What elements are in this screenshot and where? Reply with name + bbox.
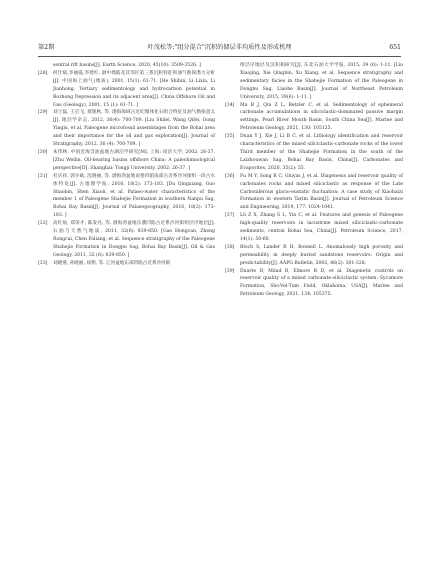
reference-entry xyxy=(225,268,403,300)
reference-number: [39] xyxy=(225,268,235,274)
reference-text: Duarte D, Milad B, Elmore R D, et al. Diagenetic controls on reservoir quality of a mixed carbonate-siliciclastic system: Sycamore Formation, Sho-Vel-Tum Field, Oklahoma, USA[J]. Marine and Petroleum Geology, 2021, 134: 105375. xyxy=(240,268,403,298)
reference-number: [36] xyxy=(225,173,235,179)
reference-number: [32] xyxy=(38,221,48,227)
reference-entry xyxy=(38,62,215,70)
reference-text: 何仕斌,李丽霞,李建红. 渤中坳陷及其邻区第三系沉积特征和油气勘探潜力分析[J]. 中国海上油气(地质), 2001, 15(1): 61-71. [He Shibin, Li Lixia, Li Jianhong. Tertiary sedimentology and hydrocarbon potential in Bozhong Depression and its adjacent area[J]. China Offshore Oil and Gas (Geology), 2001, 15 (1): 61-71. ] xyxy=(53,70,215,108)
reference-number: [29] xyxy=(38,110,48,116)
reference-entry xyxy=(38,260,215,268)
reference-text: Lü Z X, Zhang S L, Yin C, et al. Features and genesis of Paleogene high-quality reservoirs in lacustrine mixed siliciclastic-carbonate sediments, central Bohai Sea, China[J]. Petroleum Science, 2017, 14(1): 50-60. xyxy=(240,213,403,242)
reference-text: 高红灿, 郑荣才, 陈发亮, 等. 渤海湾盆地东濮凹陷古近系沙河街组层序地层[J]. 石油与天然气地质, 2011, 32(6): 839-850. [Gao Hongcan, Zheng Rongcai, Chen Faliang, et al. Sequence stratigraphy of the Paleogene Shahejie Formation in Dongpu Sag, Bohai Bay Basin[J]. Oil & Gas Geology, 2011, 32 (6): 839-850. ] xyxy=(53,221,215,258)
reference-entry xyxy=(38,70,215,110)
reference-entry xyxy=(225,173,403,213)
reference-text: 杜庆祥, 郭少斌, 沈晓丽, 等. 渤海湾盆地南堡凹陷南部古近系沙河街组一段古水体特征[J]. 古地理学报, 2016, 18(2): 173-183. [Du Qingxiang, Guo Shaobin, Shen Xiaoli, et al. Palaeo-water characteristics of the member 1 of Paleogene Shahejie Formation in southern Nanpu Sag, Bohai Bay Basin[J]. Journal of Palaeogeography, 2016, 18(2): 173-183. ] xyxy=(53,173,215,219)
running-header xyxy=(38,42,401,54)
reference-entry xyxy=(225,62,403,102)
reference-entry xyxy=(38,149,215,173)
reference-text: Duan Y J, Xie J, Li B C, et al. Lithology identification and reservoir characteristics of the mixed siliciclastic-carbonate rocks of the lower Third member of the Shahejie Formation in the south of the Laizhouwan Sag, Bohai Bay Basin, China[J]. Carbonates and Evaporites, 2020, 35(2): 55. xyxy=(240,134,403,171)
reference-number: [38] xyxy=(225,244,235,250)
issue-number: 第2期 xyxy=(38,44,55,51)
running-title: 叶茂松等:"组分混合"沉积的储层非均质性及形成机理 xyxy=(147,44,292,51)
reference-text: 刘士磊, 王启飞, 龚银秋, 等. 渤海海域古近纪微体化石组合特征及油气勘探意义[J]. 地层学杂志, 2012, 36(4): 700-709. [Liu Shilei, Wang Qifei, Gong Yingiu, et al. Paleogene microfossil assemblages from the Bohai area and their importance for the oil and gas exploration[J]. Journal of Stratigraphy, 2012, 36 (4): 700-709. ] xyxy=(53,110,215,148)
reference-text: 朱伟林. 中国近海含油盆地古湖泊学研究[M]. 上海: 同济大学, 2002: 26-37. [Zhu Weilin. Oil-bearing basins offshore China: A paleolimnological perspective[D]. Shanghai: Tongji University, 2002: 26-37. ] xyxy=(53,149,215,171)
reference-entry xyxy=(38,109,215,149)
reference-number: [28] xyxy=(38,70,48,76)
reference-entry xyxy=(38,173,215,220)
reference-entry xyxy=(225,212,403,244)
page-number: 651 xyxy=(389,44,401,51)
reference-text: Fu M Y, Song R C, Gluyas J, et al. Diagenesis and reservoir quality of carbonates rocks and mixed siliciclastic as response of the Late Carboniferous glacio-eustatic fluctuation: A case study of Xiaohaizi Formation in western Tarim Basin[J]. Journal of Petroleum Science and Engineering, 2019, 177: 1024-1041. xyxy=(240,173,403,211)
reference-text: Ma B J, Qin Z L, Betzler C, et al. Sedimentology of ephemeral carbonate accumulations in siliciclastic-dominated passive margin settings, Pearl River Mouth Basin, South China Sea[J]. Marine and Petroleum Geology, 2021, 130: 105125. xyxy=(240,102,403,132)
reference-entry xyxy=(225,133,403,173)
reference-entry xyxy=(225,244,403,268)
reference-text: sentral rift basins[J]. Earth Science, 2020, 45(10): 3509-3526. ] xyxy=(53,63,201,68)
reference-text: 刘晓燕, 孙晓丽, 徐翔, 等. 辽河盆地东部凹陷古近系沙河街 xyxy=(53,260,171,266)
reference-entry xyxy=(225,102,403,134)
reference-number: [34] xyxy=(225,102,235,108)
reference-number: [31] xyxy=(38,173,48,179)
reference-number: [37] xyxy=(225,213,235,219)
reference-number: [35] xyxy=(225,134,235,140)
reference-entry xyxy=(38,220,215,260)
references-left-column xyxy=(38,62,215,268)
reference-text: Bloch S, Lander R H, Bonnell L. Anomalously high porosity and permeability in deeply buried sandstone reservoirs: Origin and predictability[J]. AAPG Bulletin, 2002, 86(2): 301-328. xyxy=(240,244,403,266)
reference-number: [33] xyxy=(38,260,48,266)
reference-number: [30] xyxy=(38,149,48,155)
header-rule xyxy=(38,56,401,57)
reference-text: 组层序地层及沉积相研究[J]. 东北石油大学学报, 2015, 39 (6): 1-11. [Liu Xiaojing, Xie Qingbin, Xu Xiang, et al. Sequence stratigraphy and sedimentary facies in the Shahejie Formation of the Paleogene in Dongbu Sag, Liaohe Basin[J]. Journal of Northeast Petroleum University, 2015, 39(6): 1-11. ] xyxy=(240,63,403,100)
references-right-column xyxy=(225,62,403,299)
